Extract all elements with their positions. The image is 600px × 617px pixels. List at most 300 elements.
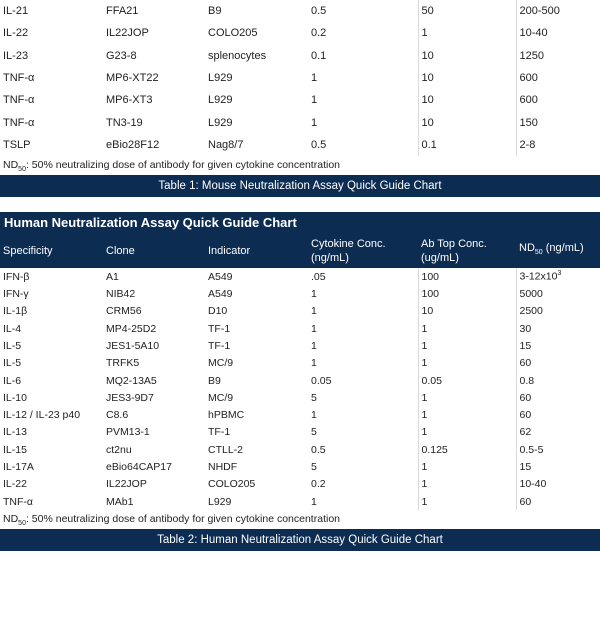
header-specificity: Specificity	[3, 245, 53, 258]
cell-ab-top-conc	[418, 406, 516, 423]
header-ab-top-conc	[418, 234, 516, 268]
cell-value: 3-12x10	[519, 270, 558, 283]
cell-cytokine-conc	[308, 355, 418, 372]
cell-ab-top-conc	[418, 45, 516, 67]
cell-ab-top-conc	[418, 424, 516, 441]
cell-cytokine-conc	[308, 134, 418, 156]
cell-value: IL-10	[3, 391, 27, 404]
cell-value: G23-8	[106, 49, 137, 62]
cell-value: IFN-γ	[3, 288, 29, 301]
cell-value: 1	[311, 322, 317, 335]
cell-value: TNF-α	[3, 495, 33, 508]
header-ab-top-conc-line1: Ab Top Conc.	[421, 238, 487, 251]
cell-specificity	[0, 355, 103, 372]
cell-value: COLO205	[208, 478, 256, 491]
cell-value: 1	[421, 426, 428, 439]
footnote-nd-label: ND	[3, 513, 19, 526]
cell-nd50	[516, 0, 600, 22]
cell-value: 0.8	[519, 374, 535, 387]
cell-value: 600	[519, 94, 538, 107]
cell-value: Nag8/7	[208, 138, 244, 151]
header-nd50-unit: (ng/mL)	[542, 242, 584, 255]
cell-clone	[103, 111, 205, 133]
cell-value: 1	[421, 460, 428, 473]
cell-value: IL22JOP	[106, 478, 147, 491]
cell-value: IL-12 / IL-23 p40	[3, 409, 81, 422]
cell-value: 10	[421, 305, 434, 318]
cell-value: 0.5	[311, 5, 327, 18]
cell-clone	[103, 406, 205, 423]
cell-value: splenocytes	[208, 49, 267, 62]
cell-cytokine-conc	[308, 389, 418, 406]
cell-clone	[103, 285, 205, 302]
header-nd50	[516, 234, 600, 268]
cell-value: 0.1	[421, 138, 437, 151]
header-cytokine-conc-line1: Cytokine Conc.	[311, 238, 386, 251]
cell-value: TF-1	[208, 339, 231, 352]
cell-superscript: 3	[557, 270, 562, 278]
cell-value: A549	[208, 288, 233, 301]
table-row	[0, 67, 600, 89]
cell-cytokine-conc	[308, 0, 418, 22]
cell-value: 1	[421, 391, 428, 404]
cell-cytokine-conc	[308, 303, 418, 320]
cell-specificity	[0, 441, 103, 458]
cell-value: L929	[208, 94, 233, 107]
cell-specificity	[0, 268, 103, 285]
cell-nd50	[516, 355, 600, 372]
cell-indicator	[205, 303, 308, 320]
cell-specificity	[0, 89, 103, 111]
cell-clone	[103, 67, 205, 89]
cell-value: IL-21	[3, 5, 29, 18]
cell-value: COLO205	[208, 27, 258, 40]
cell-specificity	[0, 111, 103, 133]
footnote-text: : 50% neutralizing dose of antibody for given cytokine concentration	[25, 159, 340, 172]
cell-ab-top-conc	[418, 285, 516, 302]
cell-value: 0.5	[311, 443, 326, 456]
cell-value: TNF-α	[3, 94, 35, 107]
cell-value: FFA21	[106, 5, 139, 18]
cell-cytokine-conc	[308, 406, 418, 423]
cell-clone	[103, 89, 205, 111]
cell-value: 60	[519, 409, 532, 422]
cell-value: 60	[519, 357, 532, 370]
cell-specificity	[0, 0, 103, 22]
cell-indicator	[205, 441, 308, 458]
cell-value: TF-1	[208, 426, 231, 439]
cell-indicator	[205, 424, 308, 441]
cell-ab-top-conc	[418, 111, 516, 133]
cell-value: TRFK5	[106, 357, 140, 370]
cell-value: MC/9	[208, 391, 234, 404]
cell-ab-top-conc	[418, 303, 516, 320]
table-row	[0, 45, 600, 67]
cell-specificity	[0, 22, 103, 44]
cell-indicator	[205, 268, 308, 285]
cell-value: 5000	[519, 288, 543, 301]
cell-clone	[103, 476, 205, 493]
cell-value: 1	[421, 478, 428, 491]
cell-clone	[103, 0, 205, 22]
table-row	[0, 441, 600, 458]
cell-value: 15	[519, 460, 532, 473]
cell-indicator	[205, 285, 308, 302]
section-gap	[0, 197, 600, 212]
cell-value: IL-5	[3, 339, 22, 352]
cell-clone	[103, 22, 205, 44]
table-row	[0, 389, 600, 406]
cell-nd50	[516, 89, 600, 111]
cell-value: eBio28F12	[106, 138, 160, 151]
cell-nd50	[516, 22, 600, 44]
cell-clone	[103, 45, 205, 67]
cell-value: hPBMC	[208, 409, 245, 422]
cell-specificity	[0, 372, 103, 389]
header-cytokine-conc-line2: (ng/mL)	[311, 252, 349, 265]
cell-cytokine-conc	[308, 320, 418, 337]
cell-value: NHDF	[208, 460, 238, 473]
cell-value: 1	[311, 72, 318, 85]
cell-value: 2500	[519, 305, 543, 318]
cell-value: 1	[311, 305, 317, 318]
cell-value: JES1-5A10	[106, 339, 160, 352]
cell-specificity	[0, 285, 103, 302]
cell-nd50	[516, 285, 600, 302]
cell-value: 1	[311, 409, 317, 422]
cell-value: IL-23	[3, 49, 29, 62]
human-neutralization-table	[0, 234, 600, 510]
cell-value: MP6-XT22	[106, 72, 159, 85]
cell-specificity	[0, 303, 103, 320]
cell-value: IL-15	[3, 443, 27, 456]
mouse-table-body	[0, 0, 600, 156]
cell-value: 10	[421, 49, 434, 62]
cell-value: 150	[519, 116, 538, 129]
cell-ab-top-conc	[418, 337, 516, 354]
cell-clone	[103, 424, 205, 441]
cell-nd50	[516, 45, 600, 67]
cell-value: A549	[208, 270, 233, 283]
cell-ab-top-conc	[418, 458, 516, 475]
cell-ab-top-conc	[418, 355, 516, 372]
cell-cytokine-conc	[308, 337, 418, 354]
cell-indicator	[205, 355, 308, 372]
cell-specificity	[0, 493, 103, 510]
cell-indicator	[205, 22, 308, 44]
cell-indicator	[205, 111, 308, 133]
cell-ab-top-conc	[418, 476, 516, 493]
table-row	[0, 355, 600, 372]
cell-value: 200-500	[519, 5, 560, 18]
cell-value: 1	[311, 495, 317, 508]
cell-specificity	[0, 476, 103, 493]
table-row	[0, 493, 600, 510]
cell-cytokine-conc	[308, 458, 418, 475]
cell-clone	[103, 493, 205, 510]
cell-value: 10	[421, 116, 434, 129]
cell-ab-top-conc	[418, 389, 516, 406]
cell-ab-top-conc	[418, 134, 516, 156]
cell-value: ct2nu	[106, 443, 132, 456]
cell-indicator	[205, 372, 308, 389]
cell-indicator	[205, 0, 308, 22]
mouse-table-footnote	[0, 156, 600, 175]
cell-clone	[103, 134, 205, 156]
cell-cytokine-conc	[308, 424, 418, 441]
cell-clone	[103, 441, 205, 458]
cell-value: MP4-25D2	[106, 322, 157, 335]
cell-nd50	[516, 458, 600, 475]
cell-value: 1	[421, 495, 428, 508]
table-row	[0, 134, 600, 156]
footnote-nd-label: ND	[3, 159, 19, 172]
cell-value: 10	[421, 94, 434, 107]
table-row	[0, 89, 600, 111]
cell-clone	[103, 389, 205, 406]
cell-value: IL-1β	[3, 305, 28, 318]
cell-clone	[103, 303, 205, 320]
cell-value: TN3-19	[106, 116, 143, 129]
cell-value: 1	[311, 288, 317, 301]
cell-cytokine-conc	[308, 476, 418, 493]
cell-nd50	[516, 337, 600, 354]
cell-indicator	[205, 337, 308, 354]
table-row	[0, 0, 600, 22]
cell-value: B9	[208, 5, 222, 18]
cell-nd50	[516, 303, 600, 320]
cell-value: 5	[311, 460, 317, 473]
cell-value: MC/9	[208, 357, 234, 370]
cell-value: L929	[208, 72, 233, 85]
cell-value: L929	[208, 116, 233, 129]
cell-value: A1	[106, 270, 119, 283]
cell-value: 0.5-5	[519, 443, 544, 456]
cell-value: 60	[519, 391, 532, 404]
cell-value: .05	[311, 270, 326, 283]
cell-value: IL-6	[3, 374, 22, 387]
header-nd50-prefix: ND	[519, 242, 535, 255]
cell-value: IL22JOP	[106, 27, 149, 40]
table-row	[0, 424, 600, 441]
human-table-body	[0, 268, 600, 510]
cell-value: 10	[421, 72, 434, 85]
table-row	[0, 476, 600, 493]
cell-value: 1	[421, 322, 428, 335]
cell-value: MP6-XT3	[106, 94, 153, 107]
cell-value: MQ2-13A5	[106, 374, 157, 387]
cell-indicator	[205, 45, 308, 67]
header-cytokine-conc	[308, 234, 418, 268]
cell-value: 1	[311, 94, 318, 107]
cell-value: 1	[311, 116, 318, 129]
cell-clone	[103, 458, 205, 475]
cell-value: 1	[421, 357, 428, 370]
table-row	[0, 320, 600, 337]
cell-value: IFN-β	[3, 270, 30, 283]
cell-nd50	[516, 372, 600, 389]
cell-value: 0.1	[311, 49, 327, 62]
cell-nd50	[516, 389, 600, 406]
cell-clone	[103, 372, 205, 389]
cell-indicator	[205, 320, 308, 337]
cell-indicator	[205, 493, 308, 510]
cell-nd50	[516, 320, 600, 337]
cell-cytokine-conc	[308, 22, 418, 44]
cell-value: TNF-α	[3, 116, 35, 129]
header-indicator: Indicator	[208, 245, 251, 258]
cell-value: C8.6	[106, 409, 129, 422]
header-nd50-subscript: 50	[534, 249, 543, 257]
cell-value: 10-40	[519, 27, 548, 40]
cell-value: D10	[208, 305, 228, 318]
header-ab-top-conc-line2: (ug/mL)	[421, 252, 459, 265]
cell-nd50	[516, 493, 600, 510]
cell-value: 5	[311, 426, 317, 439]
footnote-text: : 50% neutralizing dose of antibody for given cytokine concentration	[25, 513, 340, 526]
cell-value: IL-22	[3, 478, 27, 491]
human-table-caption: Table 2: Human Neutralization Assay Quick Guide Chart	[0, 529, 600, 551]
cell-clone	[103, 337, 205, 354]
cell-specificity	[0, 389, 103, 406]
cell-specificity	[0, 134, 103, 156]
cell-value: 0.125	[421, 443, 448, 456]
cell-nd50	[516, 441, 600, 458]
cell-ab-top-conc	[418, 268, 516, 285]
table-row	[0, 268, 600, 285]
footnote-nd-subscript: 50	[18, 166, 26, 174]
cell-nd50	[516, 134, 600, 156]
cell-specificity	[0, 337, 103, 354]
cell-ab-top-conc	[418, 67, 516, 89]
cell-indicator	[205, 476, 308, 493]
cell-value: 0.05	[311, 374, 332, 387]
cell-value: 1250	[519, 49, 544, 62]
cell-indicator	[205, 67, 308, 89]
table-row	[0, 372, 600, 389]
cell-value: IL-5	[3, 357, 22, 370]
cell-value: 62	[519, 426, 532, 439]
cell-value: JES3-9D7	[106, 391, 154, 404]
cell-ab-top-conc	[418, 372, 516, 389]
cell-specificity	[0, 320, 103, 337]
cell-specificity	[0, 424, 103, 441]
cell-cytokine-conc	[308, 67, 418, 89]
cell-ab-top-conc	[418, 0, 516, 22]
mouse-table-caption: Table 1: Mouse Neutralization Assay Quick Guide Chart	[0, 175, 600, 197]
table-row	[0, 458, 600, 475]
table-row	[0, 303, 600, 320]
cell-value: L929	[208, 495, 232, 508]
cell-nd50	[516, 476, 600, 493]
cell-nd50	[516, 111, 600, 133]
cell-value: TF-1	[208, 322, 231, 335]
cell-cytokine-conc	[308, 89, 418, 111]
cell-value: IL-22	[3, 27, 29, 40]
cell-cytokine-conc	[308, 268, 418, 285]
cell-value: 1	[421, 27, 428, 40]
table-row	[0, 406, 600, 423]
human-table-title: Human Neutralization Assay Quick Guide Chart	[0, 212, 600, 234]
cell-value: PVM13-1	[106, 426, 150, 439]
cell-value: 10-40	[519, 478, 547, 491]
human-table-footnote	[0, 510, 600, 529]
cell-value: IL-13	[3, 426, 27, 439]
cell-value: 100	[421, 288, 440, 301]
cell-indicator	[205, 89, 308, 111]
mouse-neutralization-table	[0, 0, 600, 156]
cell-nd50	[516, 268, 600, 285]
cell-value: eBio64CAP17	[106, 460, 172, 473]
cell-value: 1	[311, 339, 317, 352]
cell-nd50	[516, 67, 600, 89]
cell-specificity	[0, 406, 103, 423]
cell-cytokine-conc	[308, 45, 418, 67]
cell-value: 0.2	[311, 27, 327, 40]
cell-value: IL-17A	[3, 460, 34, 473]
cell-clone	[103, 268, 205, 285]
cell-value: MAb1	[106, 495, 134, 508]
cell-value: 1	[421, 339, 428, 352]
header-clone: Clone	[106, 245, 135, 258]
cell-ab-top-conc	[418, 441, 516, 458]
cell-value: 0.2	[311, 478, 326, 491]
cell-value: 100	[421, 270, 440, 283]
table-row	[0, 285, 600, 302]
cell-indicator	[205, 134, 308, 156]
cell-value: TSLP	[3, 138, 31, 151]
cell-specificity	[0, 45, 103, 67]
cell-value: 15	[519, 339, 532, 352]
cell-cytokine-conc	[308, 111, 418, 133]
cell-nd50	[516, 406, 600, 423]
table-row	[0, 22, 600, 44]
cell-cytokine-conc	[308, 441, 418, 458]
cell-ab-top-conc	[418, 320, 516, 337]
cell-specificity	[0, 458, 103, 475]
cell-value: TNF-α	[3, 72, 35, 85]
cell-value: 5	[311, 391, 317, 404]
cell-value: 0.05	[421, 374, 442, 387]
cell-value: CTLL-2	[208, 443, 244, 456]
cell-value: 50	[421, 5, 434, 18]
cell-value: IL-4	[3, 322, 22, 335]
cell-cytokine-conc	[308, 285, 418, 302]
cell-value: 0.5	[311, 138, 327, 151]
cell-nd50	[516, 424, 600, 441]
table-row	[0, 337, 600, 354]
cell-value: CRM56	[106, 305, 142, 318]
human-table-header	[0, 234, 600, 268]
cell-indicator	[205, 458, 308, 475]
cell-indicator	[205, 406, 308, 423]
cell-specificity	[0, 67, 103, 89]
table-row	[0, 111, 600, 133]
cell-value: NIB42	[106, 288, 136, 301]
cell-ab-top-conc	[418, 493, 516, 510]
cell-value: 2-8	[519, 138, 536, 151]
cell-clone	[103, 320, 205, 337]
cell-clone	[103, 355, 205, 372]
cell-cytokine-conc	[308, 493, 418, 510]
cell-value: 600	[519, 72, 538, 85]
cell-value: B9	[208, 374, 221, 387]
cell-value: 30	[519, 322, 532, 335]
cell-ab-top-conc	[418, 22, 516, 44]
footnote-nd-subscript: 50	[18, 520, 26, 528]
cell-value: 1	[421, 409, 428, 422]
cell-cytokine-conc	[308, 372, 418, 389]
